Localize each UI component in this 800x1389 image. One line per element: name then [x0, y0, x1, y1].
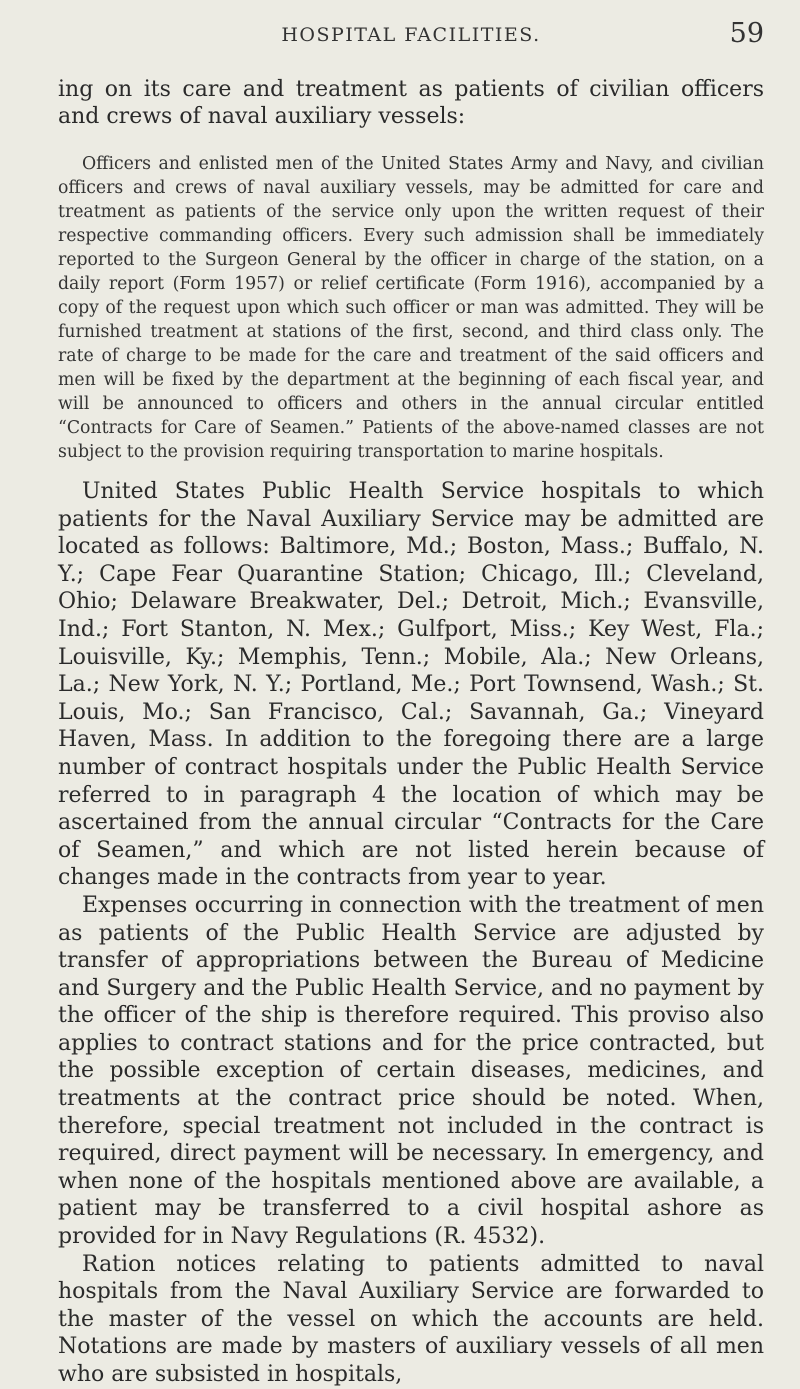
running-title: HOSPITAL FACILITIES. [281, 24, 541, 46]
book-page [58, 18, 764, 1389]
page-number: 59 [729, 18, 764, 49]
ration-paragraph: Ration notices relating to patients admitted to naval hospitals from the Naval Auxiliary Service are forwarded to the master of the vessel on which the accounts are held. Notations are made by masters of auxiliary vessels of all men who are subsisted in hospitals, [58, 1251, 764, 1387]
hospitals-paragraph: United States Public Health Service hospitals to which patients for the Naval Auxiliary Service may be admitted are located as follows: Baltimore, Md.; Boston, Mass.; Buffalo, N. Y.; Cape Fear Quarantine Station; Chicago, Ill.; Cleveland, Ohio; Delaware Breakwater, Del.; Detroit, Mich.; Evansville, Ind.; Fort Stanton, N. Mex.; Gulfport, Miss.; Key West, Fla.; Louisville, Ky.; Memphis, Tenn.; Mobile, Ala.; New Orleans, La.; New York, N. Y.; Portland, Me.; Port Townsend, Wash.; St. Louis, Mo.; San Francisco, Cal.; Savannah, Ga.; Vineyard Haven, Mass. In addition to the foregoing there are a large number of contract hospitals under the Public Health Service referred to in paragraph 4 the location of which may be ascertained from the annual circular “Contracts for the Care of Seamen,” and which are not listed herein because of changes made in the contracts from year to year. [58, 479, 764, 891]
intro-paragraph: ing on its care and treatment as patients of civilian officers and crews of naval auxiliary vessels: [58, 77, 764, 129]
expenses-paragraph: Expenses occurring in connection with the treatment of men as patients of the Public Health Service are adjusted by transfer of appropriations between the Bureau of Medicine and Surgery and the Public Health Service, and no payment by the officer of the ship is therefore required. This proviso also applies to contract stations and for the price contracted, but the possible exception of certain diseases, medicines, and treatments at the contract price should be noted. When, therefore, special treatment not included in the contract is required, direct payment will be necessary. In emergency, and when none of the hospitals mentioned above are available, a patient may be transferred to a civil hospital ashore as provided for in Navy Regulations (R. 4532). [58, 892, 764, 1250]
running-head [58, 18, 764, 52]
quoted-rule-paragraph: Officers and enlisted men of the United States Army and Navy, and civilian officers and crews of naval auxiliary vessels, may be admitted for care and treatment as patients of the service only upon the written request of their respective commanding officers. Every such admission shall be immediately reported to the Surgeon General by the officer in charge of the station, on a daily report (Form 1957) or relief certificate (Form 1916), accompanied by a copy of the request upon which such officer or man was admitted. They will be furnished treatment at stations of the first, second, and third class only. The rate of charge to be made for the care and treatment of the said officers and men will be fixed by the department at the beginning of each fiscal year, and will be announced to officers and others in the annual circular entitled “Contracts for Care of Seamen.” Patients of the above-named classes are not subject to the provision requiring transportation to marine hospitals. [58, 154, 764, 462]
